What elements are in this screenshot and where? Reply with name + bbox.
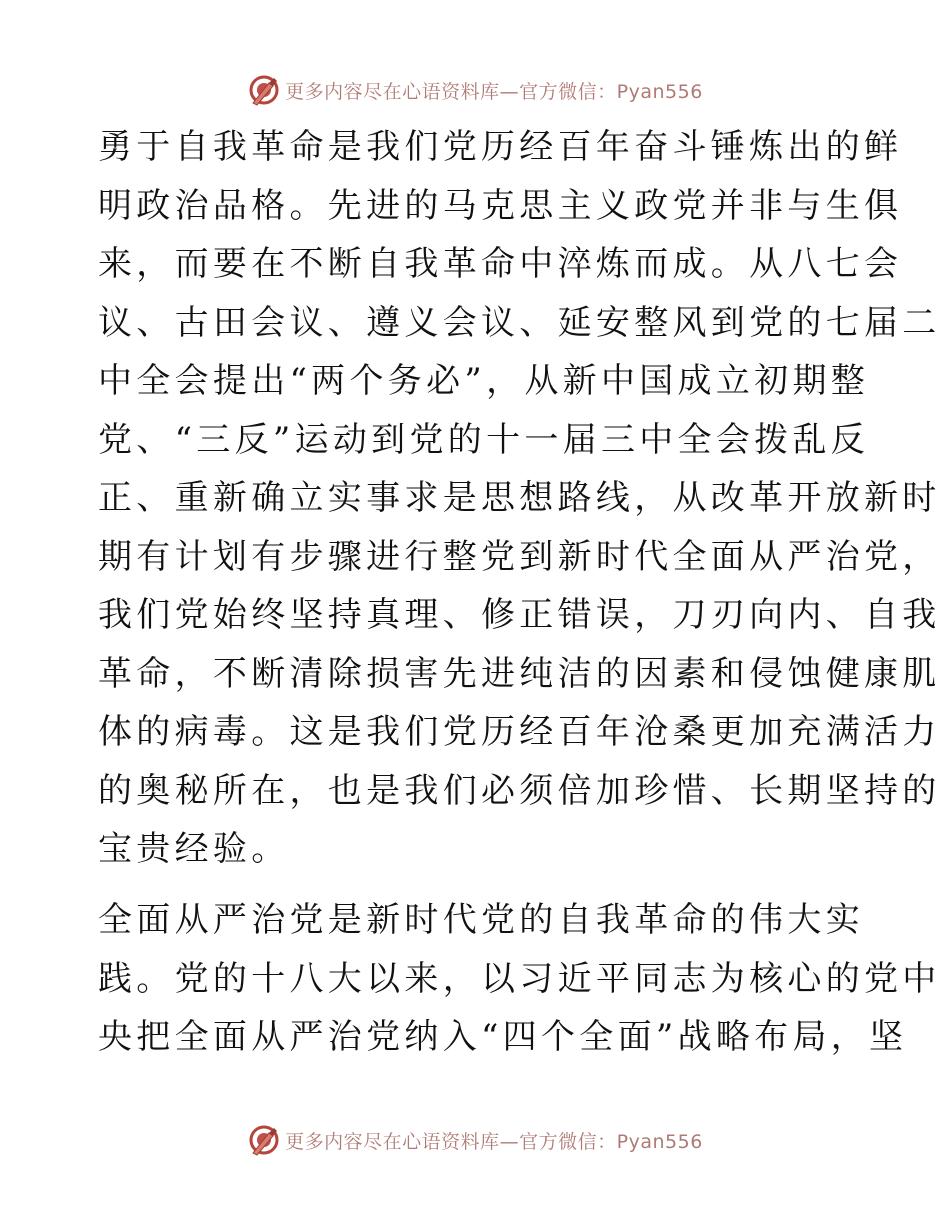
watermark-text: 更多内容尽在心语资料库—官方微信：Pyan556: [285, 80, 703, 103]
text-line: 革命，不断清除损害先进纯洁的因素和侵蚀健康肌: [98, 653, 941, 694]
paragraph-1: [98, 118, 941, 879]
text-line: 正、重新确立实事求是思想路线，从改革开放新时: [98, 478, 941, 518]
footer-watermark: [0, 1120, 950, 1160]
text-line: 党、“三反”运动到党的十一届三中全会拨乱反: [98, 419, 870, 460]
pen-logo-icon: [247, 1123, 281, 1157]
text-line: 议、古田会议、遵义会议、延安整风到党的七届二: [98, 302, 941, 343]
text-line: 全面从严治党是新时代党的自我革命的伟大实: [98, 900, 864, 940]
header-watermark: [0, 70, 950, 110]
pen-logo-icon: [247, 73, 281, 107]
watermark-text: 更多内容尽在心语资料库—官方微信：Pyan556: [285, 1130, 703, 1153]
text-line: 我们党始终坚持真理、修正错误，刀刃向内、自我: [98, 595, 941, 635]
text-line: 中全会提出“两个务必”，从新中国成立初期整: [98, 361, 870, 401]
text-line: 明政治品格。先进的马克思主义政党并非与生俱: [98, 185, 903, 226]
text-line: 勇于自我革命是我们党历经百年奋斗锤炼出的鲜: [98, 127, 903, 167]
text-line: 来，而要在不断自我革命中淬炼而成。从八七会: [98, 244, 903, 284]
text-line: 体的病毒。这是我们党历经百年沧桑更加充满活力: [98, 712, 941, 752]
text-line: 期有计划有步骤进行整党到新时代全面从严治党，: [98, 536, 941, 577]
text-line: 的奥秘所在，也是我们必须倍加珍惜、长期坚持的: [98, 770, 941, 811]
paragraph-2: [98, 891, 941, 1067]
text-line: 践。党的十八大以来，以习近平同志为核心的党中: [98, 958, 941, 999]
text-line: 央把全面从严治党纳入“四个全面”战略布局，坚: [98, 1017, 908, 1057]
text-line: 宝贵经验。: [98, 829, 290, 869]
